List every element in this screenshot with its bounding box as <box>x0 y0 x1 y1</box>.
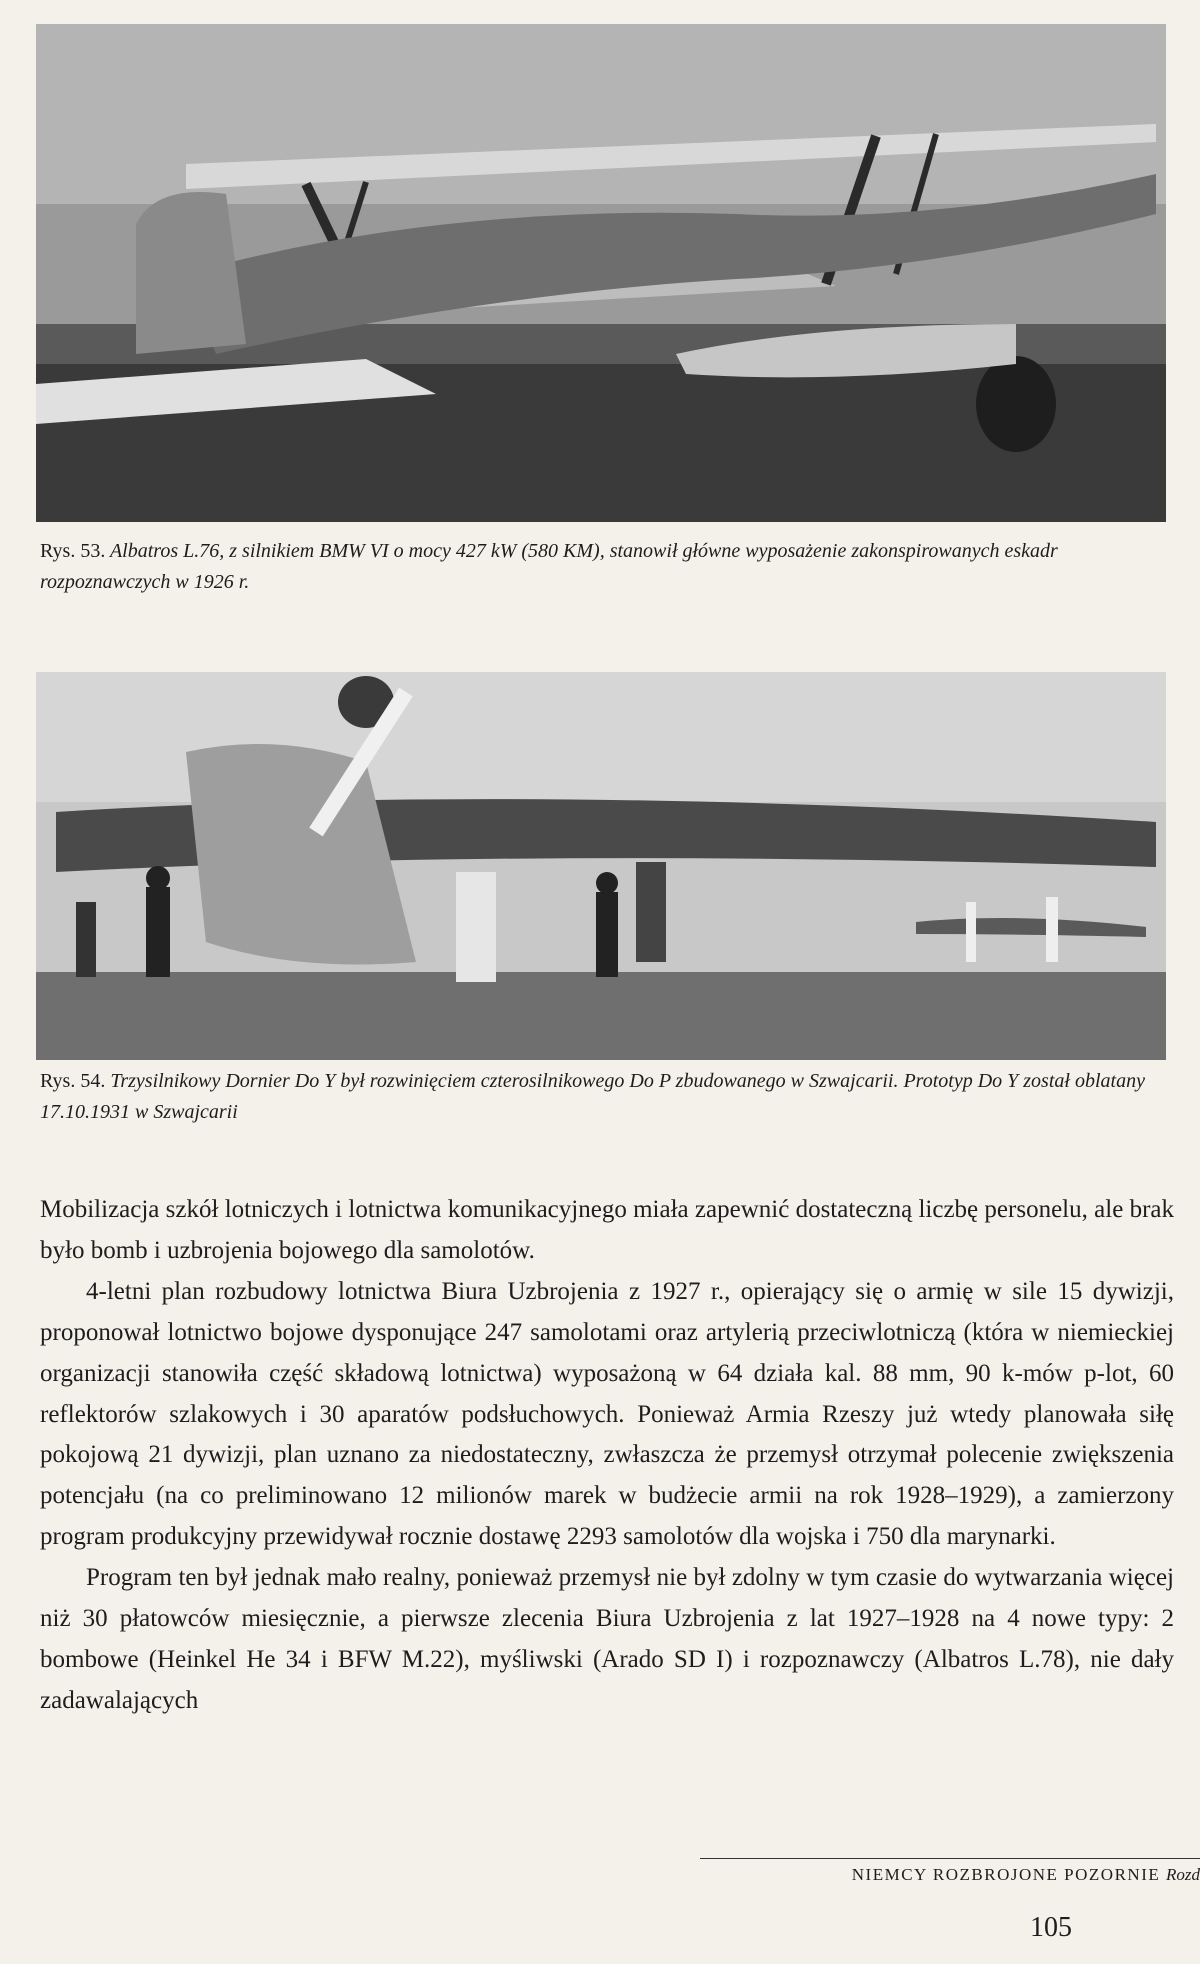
figure-54-label: Rys. 54. <box>40 1070 106 1092</box>
body-text <box>40 1190 1174 1722</box>
biplane-illustration <box>36 24 1166 522</box>
figure-54-photo <box>36 672 1166 1060</box>
running-header-title: NIEMCY ROZBROJONE POZORNIE <box>851 1865 1161 1884</box>
figure-53-photo <box>36 24 1166 522</box>
running-header <box>700 1858 1200 1885</box>
running-header-section: Rozd <box>1166 1865 1200 1884</box>
page-number: 105 <box>1030 1912 1072 1943</box>
dornier-illustration <box>36 672 1166 1060</box>
figure-53-label: Rys. 53. <box>40 540 106 562</box>
figure-53-caption <box>40 536 1170 598</box>
figure-54-caption-text: Trzysilnikowy Dornier Do Y był rozwinięciem czterosilnikowego Do P zbudowanego w Szwajcarii. Prototyp Do Y został oblatany 17.10.1931 w Szwajcarii <box>40 1070 1145 1123</box>
paragraph-1: Mobilizacja szkół lotniczych i lotnictwa komunikacyjnego miała zapewnić dostateczną liczbę personelu, ale brak było bomb i uzbrojenia bojowego dla samolotów. <box>40 1196 1174 1264</box>
paragraph-3: Program ten był jednak mało realny, ponieważ przemysł nie był zdolny w tym czasie do wytwarzania więcej niż 30 płatowców miesięcznie, a pierwsze zlecenia Biura Uzbrojenia z lat 1927–1928 na 4 nowe typy: 2 bombowe (Heinkel He 34 i BFW M.22), myśliwski (Arado SD I) i rozpoznawczy (Albatros L.78), nie dały zadawalających <box>40 1564 1174 1714</box>
figure-54-caption <box>40 1066 1170 1128</box>
figure-53-caption-text: Albatros L.76, z silnikiem BMW VI o mocy 427 kW (580 KM), stanowił główne wyposażenie zakonspirowanych eskadr rozpoznawczych w 1926 r. <box>40 540 1058 593</box>
paragraph-2: 4-letni plan rozbudowy lotnictwa Biura Uzbrojenia z 1927 r., opierający się o armię w sile 15 dywizji, proponował lotnictwo bojowe dysponujące 247 samolotami oraz artylerią przeciwlotniczą (która w niemieckiej organizacji stanowiła część składową lotnictwa) wyposażoną w 64 działa kal. 88 mm, 90 k-mów p-lot, 60 reflektorów szlakowych i 30 aparatów podsłuchowych. Ponieważ Armia Rzeszy już wtedy planowała siłę pokojową 21 dywizji, plan uznano za niedostateczny, zwłaszcza że przemysł otrzymał polecenie zwiększenia potencjału (na co preliminowano 12 milionów marek w budżecie armii na rok 1928–1929), a zamierzony program produkcyjny przewidywał rocznie dostawę 2293 samolotów dla wojska i 750 dla marynarki. <box>40 1277 1174 1551</box>
